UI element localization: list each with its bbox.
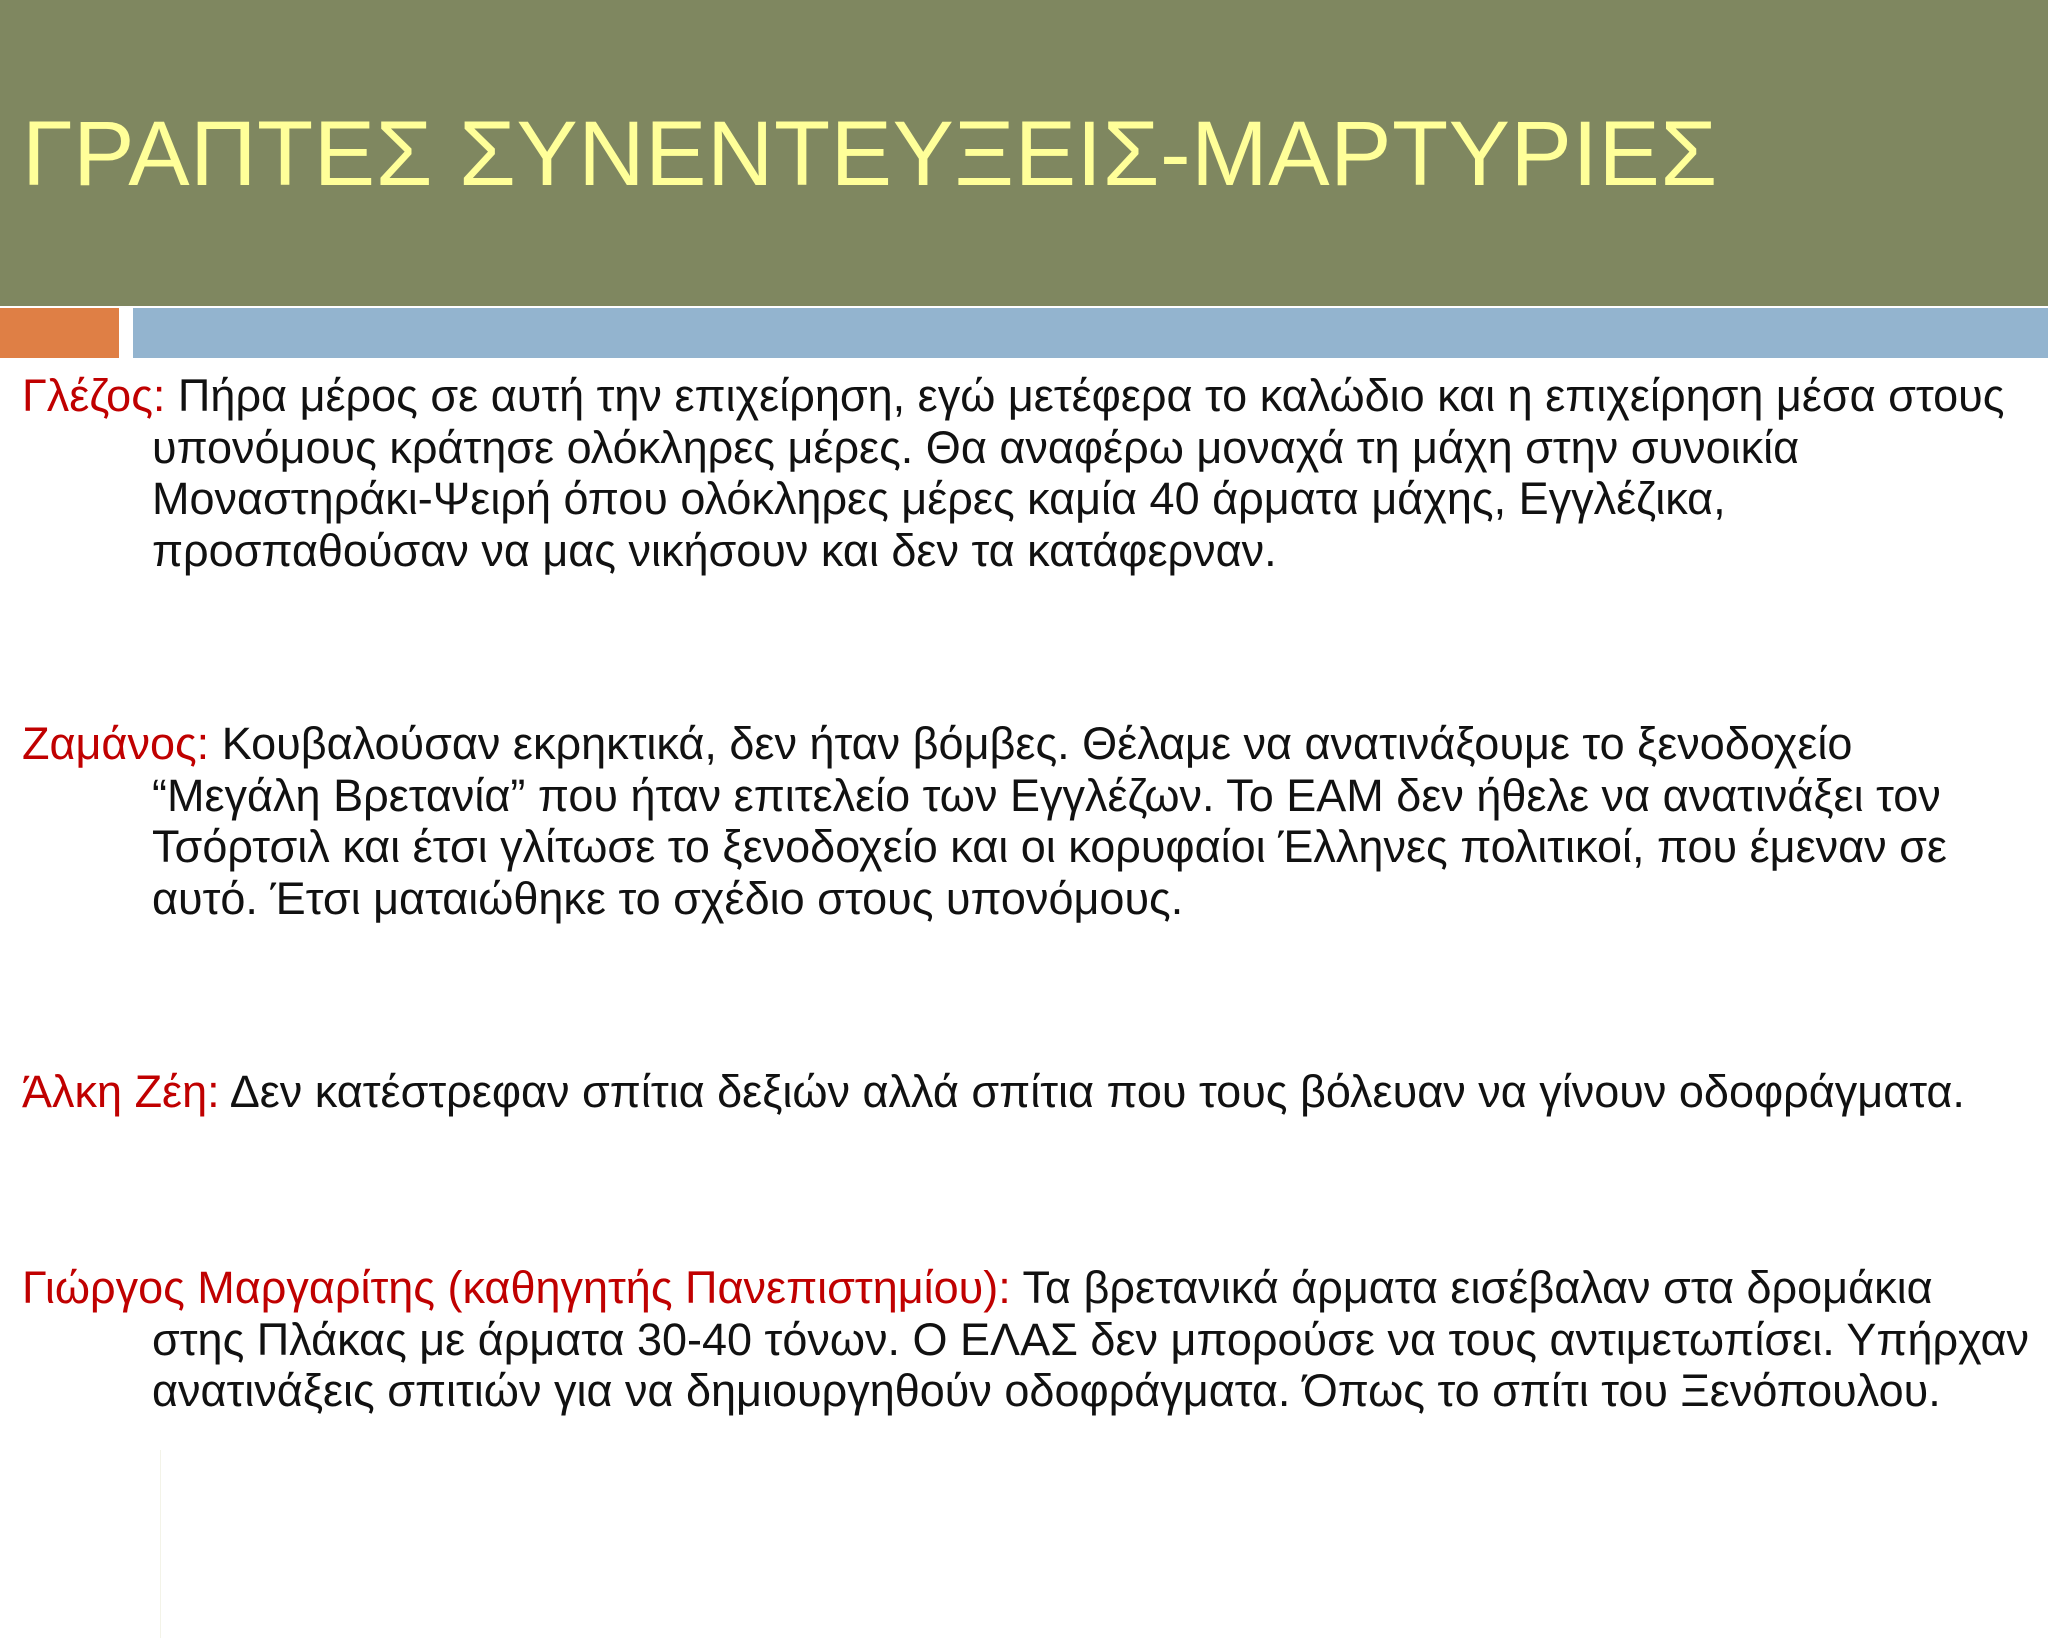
speaker-name: Ζαμάνος: [22,718,210,769]
margin-guide-line [160,1450,161,1638]
speaker-name: Γλέζος: [22,370,166,421]
accent-bar-orange [0,308,119,358]
testimony-text: Κουβαλούσαν εκρηκτικά, δεν ήταν βόμβες. Θέλαμε να ανατινάξουμε το ξενοδοχείο “Μεγάλη Βρετανία” που ήταν επιτελείο των Εγγλέζων. Το ΕΑΜ δεν ήθελε να ανατινάξει τον Τσόρτσιλ και έτσι γλίτωσε το ξενοδοχείο και οι κορυφαίοι Έλληνες πολιτικοί, που έμεναν σε αυτό. Έτσι ματαιώθηκε το σχέδιο στους υπονόμους. [152,718,1947,924]
speaker-name: Άλκη Ζέη: [22,1066,220,1117]
speaker-name: Γιώργος Μαργαρίτης (καθηγητής Πανεπιστημίου): [22,1262,1011,1313]
accent-bar-gap [119,306,133,360]
testimony-zamanos [22,718,2032,924]
testimony-text: Τα βρετανικά άρματα εισέβαλαν στα δρομάκια στης Πλάκας με άρματα 30-40 τόνων. Ο ΕΛΑΣ δεν μπορούσε να τους αντιμετωπίσει. Υπήρχαν ανατινάξεις σπιτιών για να δημιουργηθούν οδοφράγματα. Όπως το σπίτι του Ξενόπουλου. [152,1262,2030,1416]
testimony-margaritis [22,1262,2032,1417]
slide-title: ΓΡΑΠΤΕΣ ΣΥΝΕΝΤΕΥΞΕΙΣ-ΜΑΡΤΥΡΙΕΣ [22,103,1718,205]
testimony-alki-zei [22,1066,2032,1118]
accent-bar-blue [133,308,2048,358]
testimony-glezos [22,370,2032,576]
testimony-text: Πήρα μέρος σε αυτή την επιχείρηση, εγώ μετέφερα το καλώδιο και η επιχείρηση μέσα στους υπονόμους κράτησε ολόκληρες μέρες. Θα αναφέρω μοναχά τη μάχη στην συνοικία Μοναστηράκι-Ψειρή όπου ολόκληρες μέρες καμία 40 άρματα μάχης, Εγγλέζικα, προσπαθούσαν να μας νικήσουν και δεν τα κατάφερναν. [152,370,2005,576]
testimony-text: Δεν κατέστρεφαν σπίτια δεξιών αλλά σπίτια που τους βόλευαν να γίνουν οδοφράγματα. [229,1066,1965,1117]
